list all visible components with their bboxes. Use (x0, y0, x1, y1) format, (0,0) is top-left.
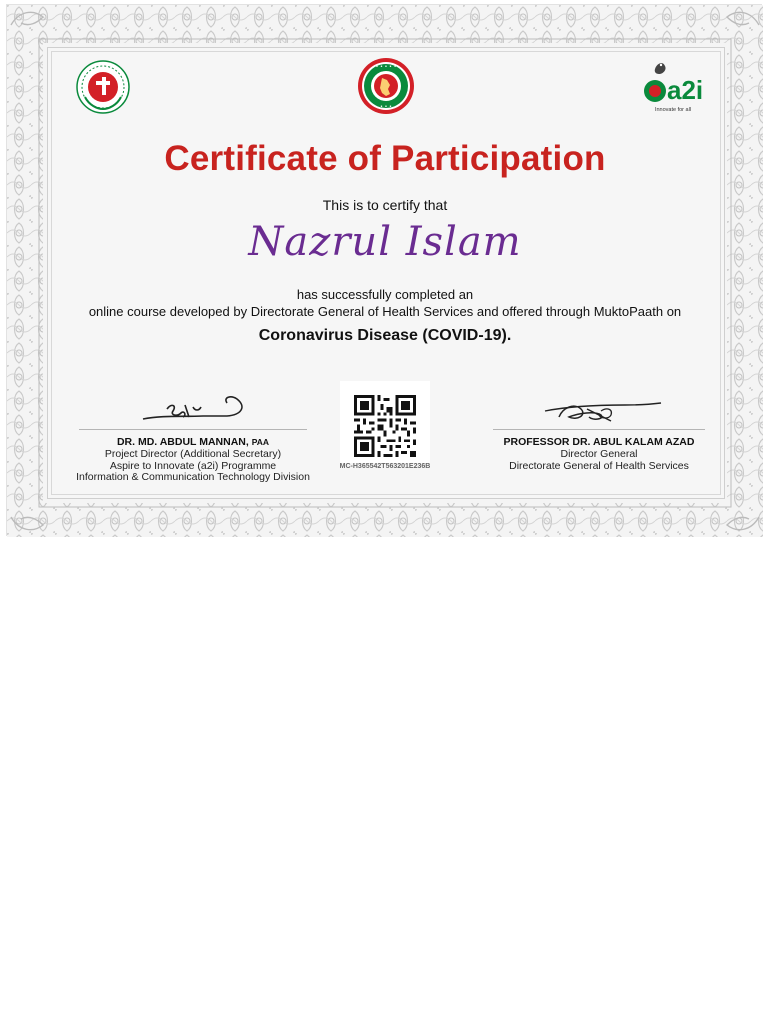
signature-right-icon (529, 389, 669, 427)
certificate-title: Certificate of Participation (164, 139, 606, 178)
signature-line (493, 429, 705, 430)
a2i-logo-icon (641, 59, 705, 115)
signatory-right-role-1: Director General (560, 448, 638, 460)
signatory-left-role-3: Information & Communication Technology Division (76, 471, 310, 483)
a2i-logo (641, 59, 705, 115)
course-description: online course developed by Directorate General of Health Services and offered through MuktoPaath on (88, 304, 682, 319)
signature-left-icon (123, 389, 263, 427)
a2i-tagline: Innovate for all (654, 107, 692, 113)
signatory-left-role-1: Project Director (Additional Secretary) (104, 448, 282, 460)
signatory-left-name: DR. MD. ABDUL MANNAN, PAA (116, 436, 270, 448)
a2i-text: a2i (667, 75, 704, 105)
verification-code: MC-H365542T563201E236B (339, 463, 431, 470)
course-name: Coronavirus Disease (COVID-19). (258, 327, 512, 344)
signatory-right-name: PROFESSOR DR. ABUL KALAM AZAD (503, 436, 695, 448)
completed-text: has successfully completed an (296, 287, 474, 302)
signatory-right (475, 389, 723, 472)
certificate (6, 4, 762, 536)
signatory-left (61, 389, 325, 484)
certify-text: This is to certify that (322, 197, 448, 213)
signatory-right-role-2: Directorate General of Health Services (509, 459, 689, 472)
dghs-emblem-icon (75, 59, 131, 115)
svg-text:• • •: • • • (379, 104, 393, 110)
signature-line (79, 429, 307, 430)
signatory-left-suffix: PAA (251, 437, 270, 447)
svg-text:• • • • •: • • • • • (375, 64, 397, 70)
qr-code-box (340, 381, 430, 463)
bangladesh-government-seal-icon (357, 57, 415, 115)
signatory-left-role-2: Aspire to Innovate (a2i) Programme (109, 459, 277, 472)
qr-code-icon (354, 395, 416, 457)
recipient-name: Nazrul Islam (248, 219, 522, 265)
